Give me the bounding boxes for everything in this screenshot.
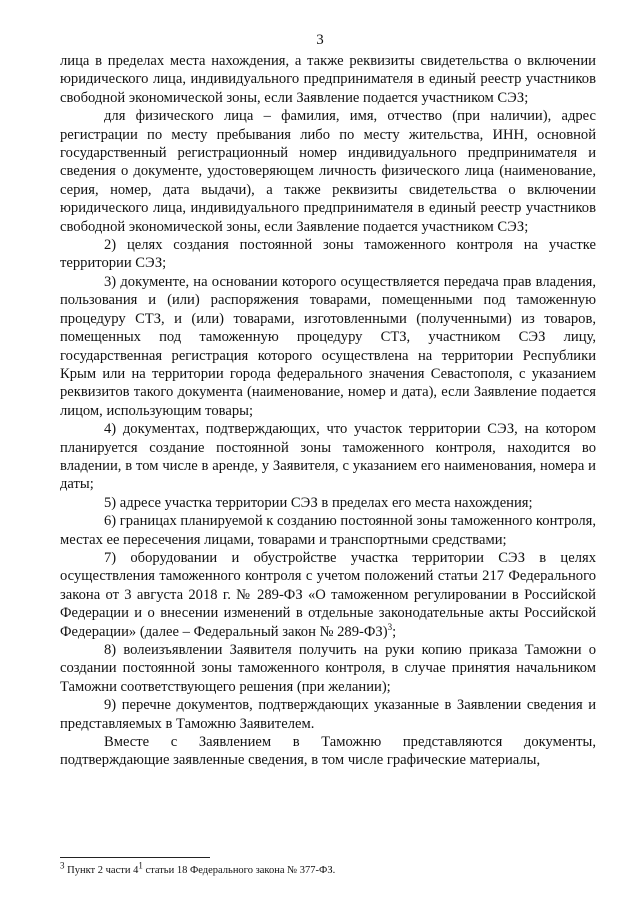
paragraph: 9) перечне документов, подтверждающих указанные в Заявлении сведения и представляемых в Таможню Заявителем. <box>60 697 596 732</box>
document-body <box>60 52 596 770</box>
paragraph: 3) документе, на основании которого осуществляется передача прав владения, пользования и (или) распоряжения товарами, помещенными под таможенную процедуру СТЗ, и (или) товарами, изготовленными (полученными) из товаров, помещенных под таможенную процедуру СТЗ, участником СЭЗ лицу, государственная регистрация которого осуществлена на территории Республики Крым или на территории города федерального значения Севастополя, с указанием реквизитов такого документа (наименование, номер и дата), если Заявление подается лицом, использующим товары; <box>60 273 596 419</box>
footnote-ref[interactable]: 3 <box>387 621 393 632</box>
paragraph-end: ; <box>392 623 397 640</box>
paragraph: лица в пределах места нахождения, а также реквизиты свидетельства о включении юридического лица, индивидуального предпринимателя в единый реестр участников свободной экономической зоны, если Заявление подается участником СЭЗ; <box>60 53 596 106</box>
paragraph: 8) волеизъявлении Заявителя получить на руки копию приказа Таможни о создании постоянной зоны таможенного контроля, в случае принятия начальником Таможни соответствующего решения (при желании); <box>60 642 596 695</box>
paragraph-with-footnote <box>60 549 596 641</box>
footnote <box>60 860 596 877</box>
paragraph: для физического лица – фамилия, имя, отчество (при наличии), адрес регистрации по месту пребывания либо по месту жительства, ИНН, основной государственный регистрационный номер индивидуального предпринимателя и сведения о документе, удостоверяющем личность физического лица (наименование, серия, номер, дата выдачи), а также реквизиты свидетельства о включении юридического лица, индивидуального предпринимателя в единый реестр участников свободной экономической зоны, если Заявление подается участником СЭЗ; <box>60 108 596 235</box>
paragraph: 6) границах планируемой к созданию постоянной зоны таможенного контроля, местах ее пересечения лицами, товарами и транспортными средствами; <box>60 513 596 548</box>
paragraph-text: 7) оборудовании и обустройстве участка территории СЭЗ в целях осуществления таможенного контроля с учетом положений статьи 217 Федерального закона от 3 августа 2018 г. № 289-ФЗ «О таможенном регулировании в Российской Федерации и о внесении изменений в отдельные законодательные акты Российской Федерации» (далее – Федеральный закон № 289-ФЗ) <box>60 549 596 640</box>
footnote-sup: 1 <box>138 860 143 871</box>
footnote-text-a: Пункт 2 части 4 <box>64 865 139 876</box>
paragraph: Вместе с Заявлением в Таможню представляются документы, подтверждающие заявленные сведения, в том числе графические материалы, <box>60 734 596 769</box>
footnote-mark: 3 <box>60 860 65 871</box>
paragraph: 5) адресе участка территории СЭЗ в пределах его места нахождения; <box>104 494 533 511</box>
paragraph: 2) целях создания постоянной зоны таможенного контроля на участке территории СЭЗ; <box>60 237 596 272</box>
footnote-divider <box>60 857 210 858</box>
page-number: 3 <box>316 32 324 48</box>
paragraph: 4) документах, подтверждающих, что участок территории СЭЗ, на котором планируется создание постоянной зоны таможенного контроля, находится во владении, в том числе в аренде, у Заявителя, с указанием его наименования, номера и даты; <box>60 421 596 493</box>
footnote-text-b: статьи 18 Федерального закона № 377-ФЗ. <box>142 865 336 876</box>
